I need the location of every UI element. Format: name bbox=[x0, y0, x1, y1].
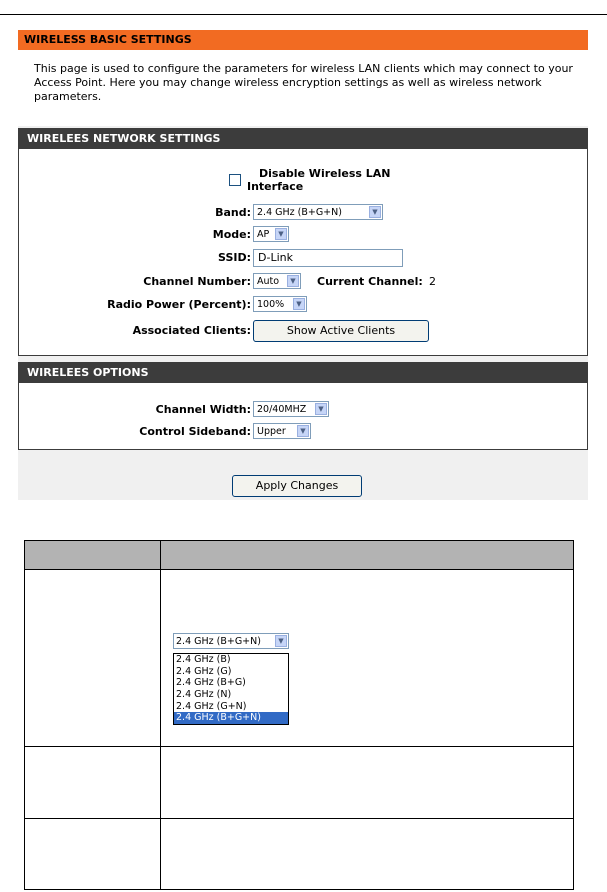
column-divider bbox=[160, 541, 161, 889]
disable-wlan-label-line2: Interface bbox=[247, 180, 304, 193]
ssid-input[interactable]: D-Link bbox=[253, 249, 403, 267]
control-sideband-value: Upper bbox=[257, 426, 286, 437]
chevron-down-icon[interactable]: ▼ bbox=[293, 298, 305, 310]
channel-value: Auto bbox=[257, 276, 280, 287]
band-select[interactable] bbox=[253, 204, 383, 220]
chevron-down-icon[interactable]: ▼ bbox=[275, 635, 287, 647]
channel-label: Channel Number: bbox=[143, 275, 251, 288]
band-dropdown-select[interactable] bbox=[173, 633, 289, 649]
disable-wlan-label-line1: Disable Wireless LAN bbox=[259, 167, 391, 180]
show-active-clients-button[interactable]: Show Active Clients bbox=[253, 320, 429, 342]
channel-width-label: Channel Width: bbox=[155, 403, 251, 416]
dropdown-option[interactable]: 2.4 GHz (G) bbox=[176, 665, 232, 677]
options-section bbox=[18, 362, 588, 450]
channel-width-value: 20/40MHZ bbox=[257, 404, 307, 415]
chevron-down-icon[interactable]: ▼ bbox=[297, 425, 309, 437]
control-sideband-row bbox=[19, 423, 589, 441]
settings-panel bbox=[18, 30, 588, 500]
mode-value: AP bbox=[257, 229, 270, 240]
current-channel-value: 2 bbox=[429, 275, 436, 288]
channel-row bbox=[19, 273, 589, 291]
band-label: Band: bbox=[215, 206, 251, 219]
options-header: WIRELEES OPTIONS bbox=[19, 363, 587, 383]
chevron-down-icon[interactable]: ▼ bbox=[315, 403, 327, 415]
associated-clients-label: Associated Clients: bbox=[132, 324, 251, 337]
chevron-down-icon[interactable]: ▼ bbox=[275, 228, 287, 240]
band-dropdown-selected: 2.4 GHz (B+G+N) bbox=[176, 636, 261, 647]
row-divider bbox=[25, 818, 573, 819]
band-row bbox=[19, 204, 589, 222]
description-table bbox=[24, 540, 574, 890]
dropdown-option-highlighted[interactable]: 2.4 GHz (B+G+N) bbox=[174, 712, 288, 724]
control-sideband-select[interactable] bbox=[253, 423, 311, 439]
network-settings-header: WIRELEES NETWORK SETTINGS bbox=[19, 129, 587, 149]
network-settings-section bbox=[18, 128, 588, 356]
channel-width-select[interactable] bbox=[253, 401, 329, 417]
chevron-down-icon[interactable]: ▼ bbox=[369, 206, 381, 218]
chevron-down-icon[interactable]: ▼ bbox=[287, 275, 299, 287]
band-value: 2.4 GHz (B+G+N) bbox=[257, 207, 342, 218]
mode-row bbox=[19, 226, 589, 244]
intro-description: This page is used to configure the parameters for wireless LAN clients which may connect to your Access Point. Here you may change wireless encryption settings as well as wireless network parameters. bbox=[18, 50, 588, 126]
current-channel-label: Current Channel: bbox=[317, 275, 423, 288]
apply-changes-button[interactable]: Apply Changes bbox=[232, 475, 362, 497]
band-dropdown-list bbox=[173, 653, 289, 725]
associated-clients-row bbox=[19, 320, 589, 342]
dropdown-option[interactable]: 2.4 GHz (B+G) bbox=[176, 677, 246, 689]
row-divider bbox=[25, 746, 573, 747]
top-rule bbox=[0, 14, 607, 15]
table-header-row bbox=[25, 541, 573, 570]
band-dropdown-example bbox=[173, 633, 289, 725]
dropdown-option[interactable]: 2.4 GHz (B) bbox=[176, 654, 231, 665]
dropdown-option[interactable]: 2.4 GHz (G+N) bbox=[176, 700, 247, 712]
channel-width-row bbox=[19, 401, 589, 419]
basic-settings-header: WIRELESS BASIC SETTINGS bbox=[18, 30, 588, 50]
dropdown-option[interactable]: 2.4 GHz (N) bbox=[176, 689, 232, 701]
mode-label: Mode: bbox=[212, 228, 251, 241]
radio-power-select[interactable] bbox=[253, 296, 307, 312]
channel-select[interactable] bbox=[253, 273, 301, 289]
disable-row bbox=[19, 169, 589, 199]
radio-power-row bbox=[19, 296, 589, 314]
radio-power-value: 100% bbox=[257, 299, 285, 310]
mode-select[interactable] bbox=[253, 226, 289, 242]
ssid-row bbox=[19, 249, 589, 267]
disable-wlan-checkbox[interactable] bbox=[229, 174, 241, 186]
control-sideband-label: Control Sideband: bbox=[139, 425, 251, 438]
ssid-label: SSID: bbox=[218, 251, 251, 264]
radio-power-label: Radio Power (Percent): bbox=[107, 298, 251, 311]
